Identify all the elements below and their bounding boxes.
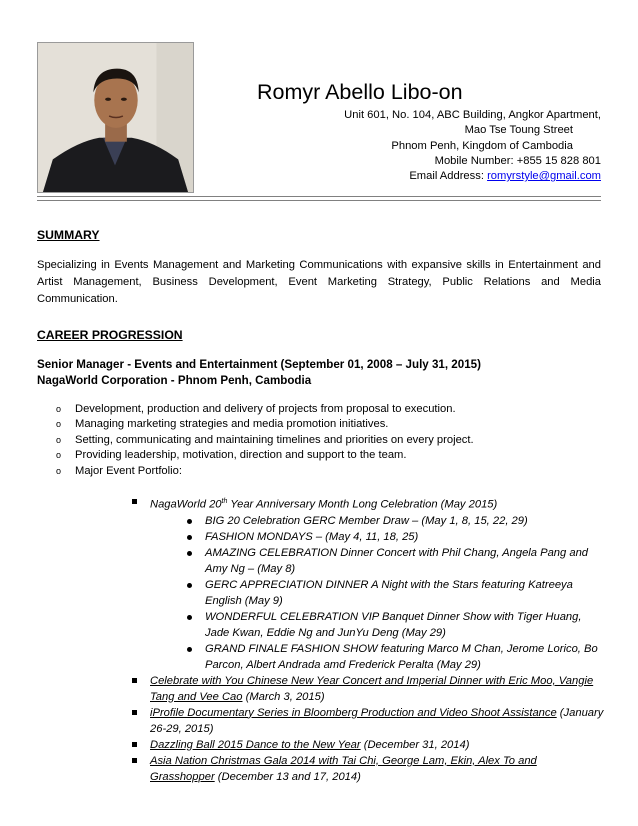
ordinal-suffix: th xyxy=(221,498,228,505)
square-bullet-icon xyxy=(132,499,137,504)
candidate-name: Romyr Abello Libo-on xyxy=(257,80,463,104)
sub-item xyxy=(187,609,604,641)
square-bullet-icon xyxy=(132,758,137,763)
address-line-2: Mao Tse Toung Street xyxy=(464,124,573,137)
event-date: (March 3, 2015) xyxy=(242,690,325,703)
header-divider-secondary xyxy=(37,200,601,201)
portfolio-item-text: Year Anniversary Month Long Celebration (May 2015) xyxy=(227,498,498,511)
list-item-text: Major Event Portfolio: xyxy=(75,464,182,477)
email-label: Email Address: xyxy=(409,170,488,183)
portfolio-item xyxy=(132,673,604,705)
sub-item xyxy=(187,641,604,673)
profile-photo xyxy=(37,42,194,193)
list-item xyxy=(56,417,474,432)
sub-item-text: FASHION MONDAYS – (May 4, 11, 18, 25) xyxy=(205,530,419,543)
career-heading: CAREER PROGRESSION xyxy=(37,328,183,342)
event-date: (December 31, 2014) xyxy=(360,738,470,751)
address-line-3: Phnom Penh, Kingdom of Cambodia xyxy=(391,139,573,152)
email-link[interactable]: romyrstyle@gmail.com xyxy=(487,170,601,183)
event-date: (January 26-29, 2015) xyxy=(150,706,604,735)
mobile-number: Mobile Number: +855 15 828 801 xyxy=(434,154,601,167)
round-bullet-icon xyxy=(187,551,192,556)
list-item xyxy=(56,448,474,463)
bullet-marker: o xyxy=(56,434,62,445)
event-link[interactable]: iProfile Documentary Series in Bloomberg Production and Video Shoot Assistance xyxy=(150,706,557,719)
portfolio-item xyxy=(132,737,604,753)
sub-item-text: WONDERFUL CELEBRATION VIP Banquet Dinner Show with Tiger Huang, Jade Kwan, Eddie Ng and JunYu Deng (May 29) xyxy=(205,610,582,639)
round-bullet-icon xyxy=(187,583,192,588)
list-item-text: Setting, communicating and maintaining timelines and priorities on every project. xyxy=(75,433,474,446)
sub-item xyxy=(187,545,604,577)
sub-item-text: AMAZING CELEBRATION Dinner Concert with Phil Chang, Angela Pang and Amy Ng – (May 8) xyxy=(205,546,589,575)
list-item-text: Development, production and delivery of projects from proposal to execution. xyxy=(75,403,456,415)
event-portfolio-list xyxy=(132,494,604,785)
sub-item-text: GERC APPRECIATION DINNER A Night with the Stars featuring Katreeya English (May 9) xyxy=(205,578,573,607)
sub-item xyxy=(187,513,604,529)
list-item-text: Managing marketing strategies and media promotion initiatives. xyxy=(75,418,389,431)
square-bullet-icon xyxy=(132,742,137,747)
portfolio-item-text: NagaWorld 20 xyxy=(150,498,222,511)
responsibility-list xyxy=(56,402,474,479)
square-bullet-icon xyxy=(132,678,137,683)
event-link[interactable]: Celebrate with You Chinese New Year Concert and Imperial Dinner with Eric Moo, Vangie Tang and Vee Cao xyxy=(150,674,594,703)
round-bullet-icon xyxy=(187,615,192,620)
event-link[interactable]: Dazzling Ball 2015 Dance to the New Year xyxy=(150,738,361,751)
summary-text: Specializing in Events Management and Marketing Communications with expansive skills in Entertainment and Artist Management, Business Development, Event Marketing Strategy, Public Relations and Media Communication. xyxy=(37,259,601,305)
header-divider xyxy=(37,196,601,197)
list-item-text: Providing leadership, motivation, direction and support to the team. xyxy=(75,449,407,462)
round-bullet-icon xyxy=(187,647,192,652)
list-item xyxy=(56,464,474,479)
bullet-marker: o xyxy=(56,450,62,461)
email-line xyxy=(344,169,601,184)
portfolio-item xyxy=(132,753,604,785)
bullet-marker: o xyxy=(56,404,62,414)
round-bullet-icon xyxy=(187,535,192,540)
event-link[interactable]: Asia Nation Christmas Gala 2014 with Tai Chi, George Lam, Ekin, Alex To and Grasshopper xyxy=(150,754,537,783)
list-item xyxy=(56,433,474,448)
sub-item xyxy=(187,529,604,545)
list-item xyxy=(56,402,474,417)
sub-item-text: BIG 20 Celebration GERC Member Draw – (May 1, 8, 15, 22, 29) xyxy=(205,514,528,527)
round-bullet-icon xyxy=(187,519,192,524)
square-bullet-icon xyxy=(132,710,137,715)
sub-item-text: GRAND FINALE FASHION SHOW featuring Marco M Chan, Jerome Lorico, Bo Parcon, Albert Andrada amd Frederick Peralta (May 29) xyxy=(205,642,598,671)
event-date: (December 13 and 17, 2014) xyxy=(214,770,361,783)
portfolio-item xyxy=(132,494,604,673)
bullet-marker: o xyxy=(56,465,62,476)
sub-item xyxy=(187,577,604,609)
contact-block xyxy=(344,108,601,184)
anniversary-sub-list xyxy=(150,513,604,673)
job-title: Senior Manager - Events and Entertainment (September 01, 2008 – July 31, 2015) xyxy=(37,358,481,371)
company-name: NagaWorld Corporation - Phnom Penh, Cambodia xyxy=(37,374,312,387)
address-line-1: Unit 601, No. 104, ABC Building, Angkor Apartment, xyxy=(344,109,601,121)
portfolio-item xyxy=(132,705,604,737)
bullet-marker: o xyxy=(56,419,62,430)
summary-heading: SUMMARY xyxy=(37,228,100,242)
